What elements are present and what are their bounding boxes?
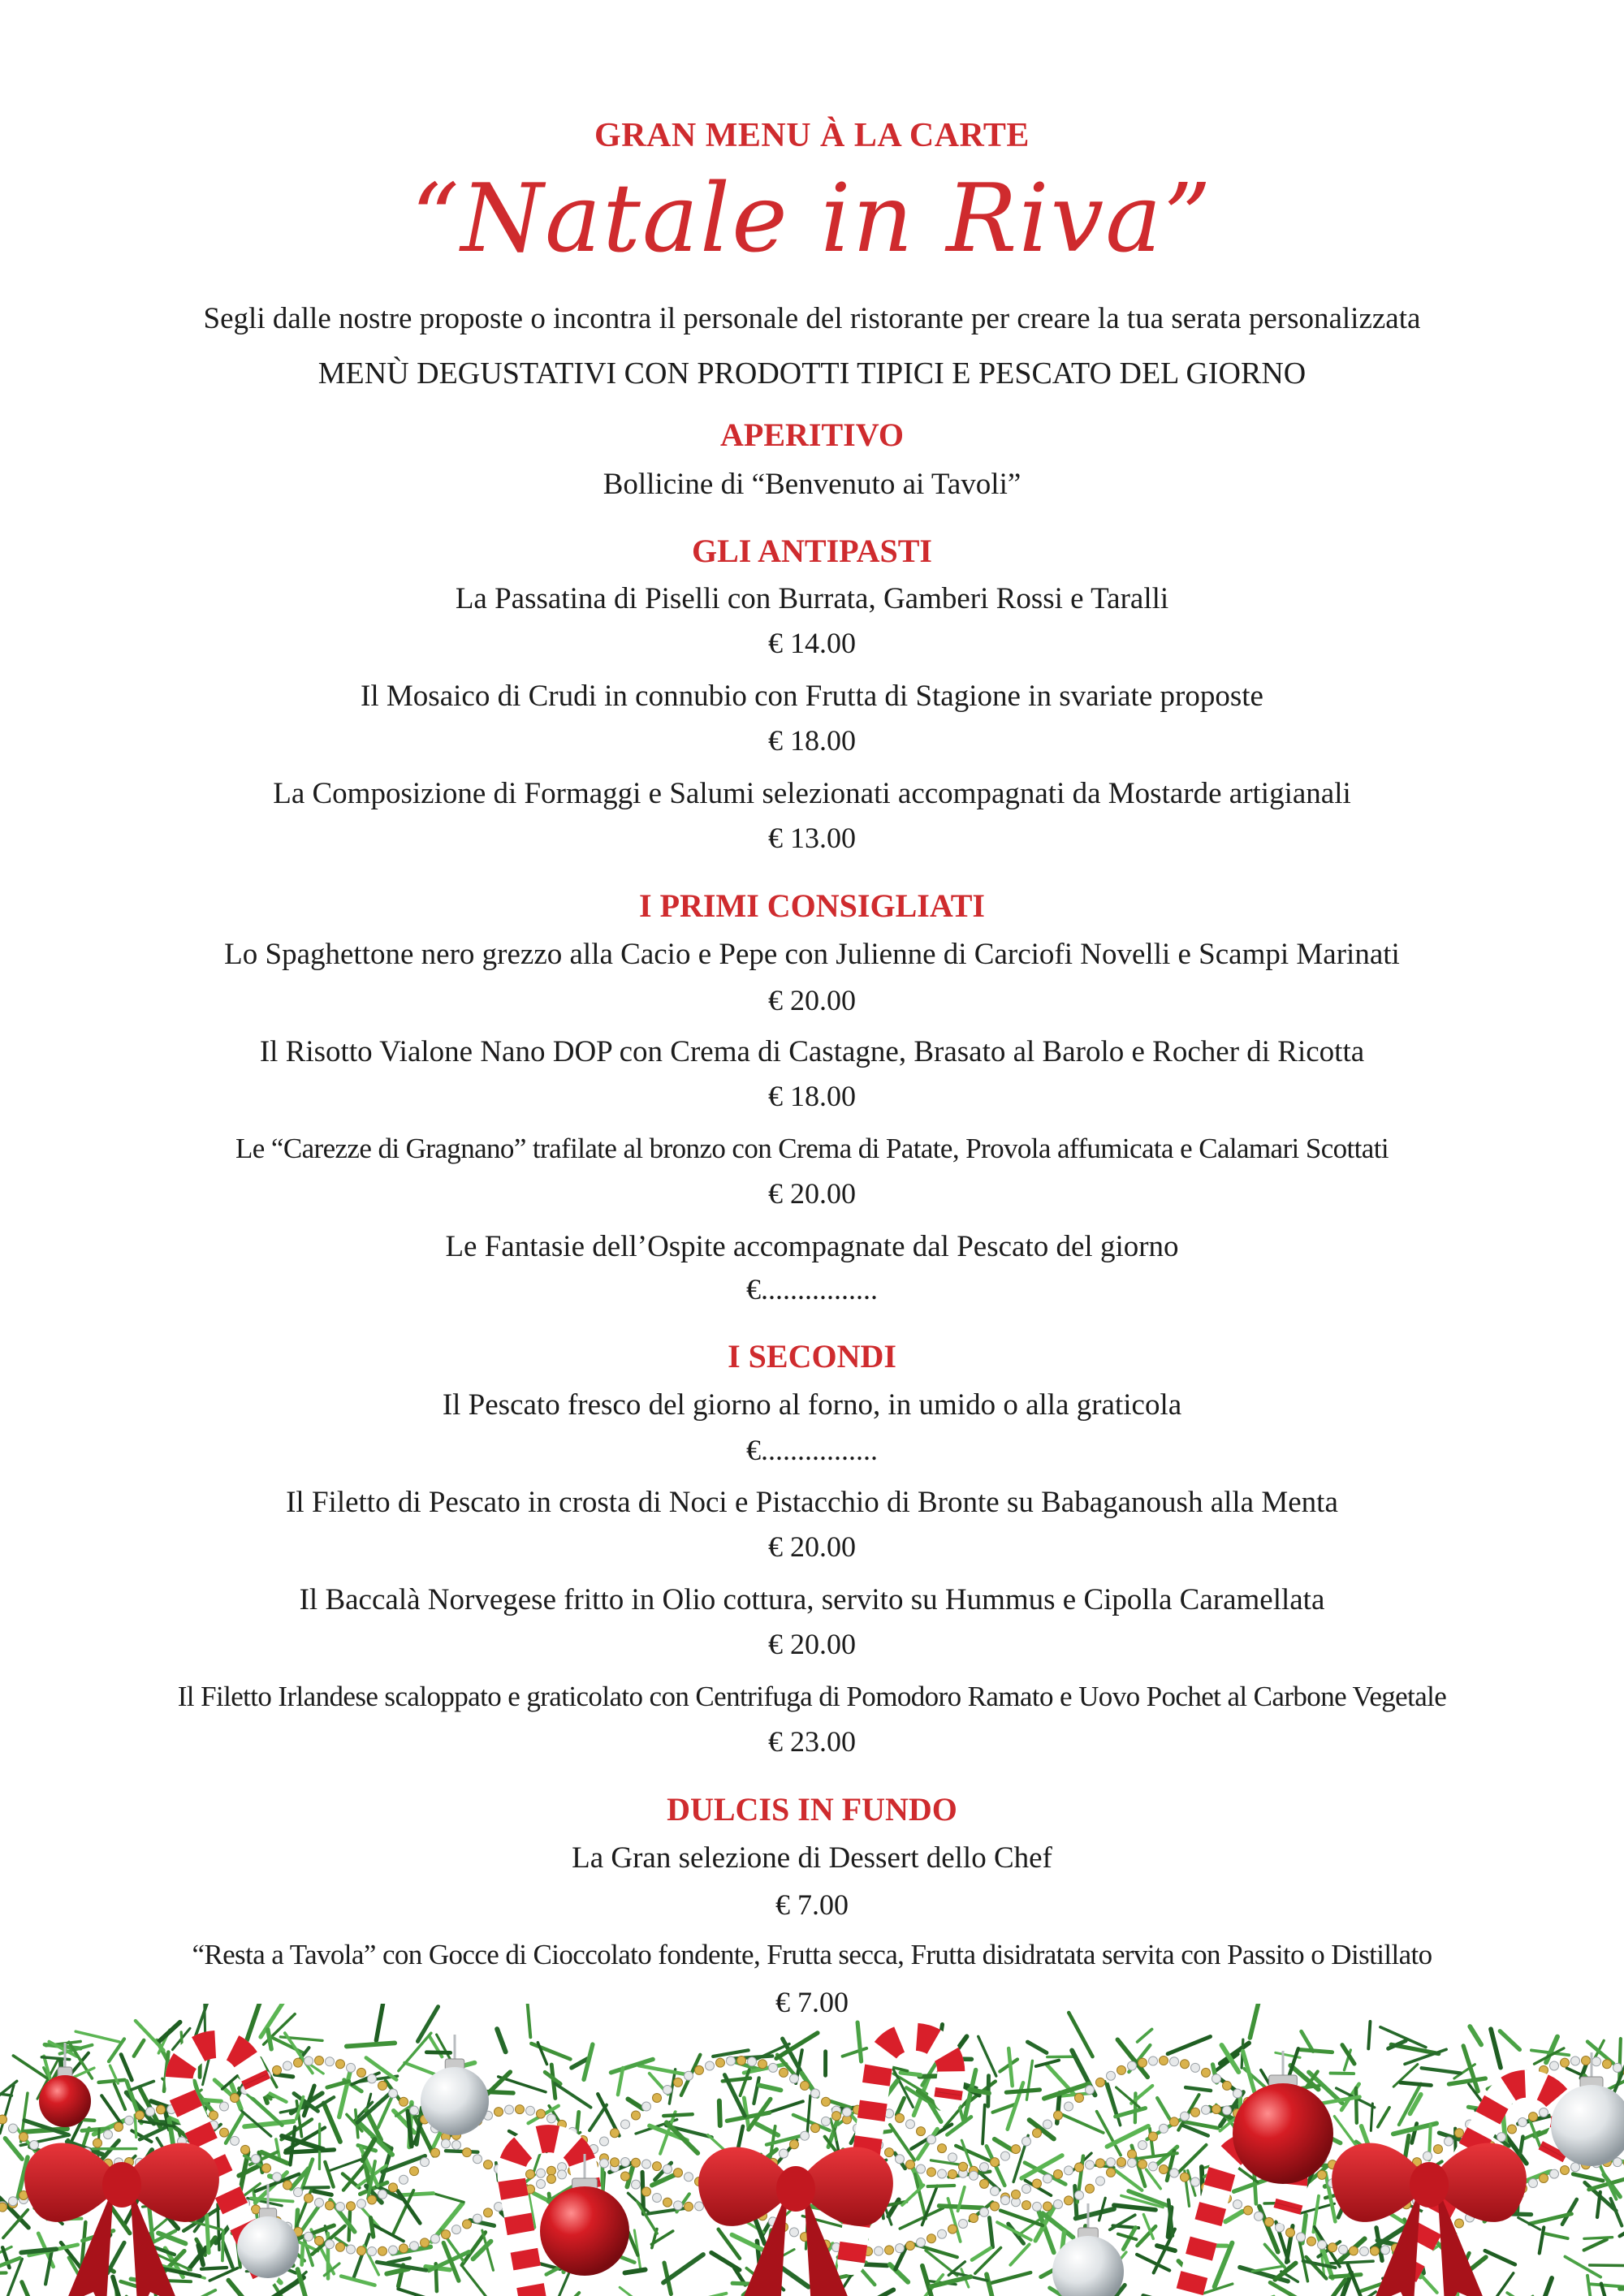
menu-item-name: Le Fantasie dell’Ospite accompagnate dal Pescato del giorno (445, 1230, 1179, 1263)
menu-item-name: Il Risotto Vialone Nano DOP con Crema di Castagne, Brasato al Barolo e Rocher di Ricotta (259, 1035, 1365, 1068)
menu-title: “Natale in Riva” (411, 164, 1213, 274)
menu-item-price: € 14.00 (768, 627, 856, 659)
menu-item-name: Le “Carezze di Gragnano” trafilate al bronzo con Crema di Patate, Provola affumicata e Calamari Scottati (235, 1133, 1389, 1164)
menu-item-price: € 7.00 (775, 1888, 849, 1921)
menu-item-name: Il Baccalà Norvegese fritto in Olio cottura, servito su Hummus e Cipolla Caramellata (299, 1583, 1325, 1616)
section-title-dulcis: DULCIS IN FUNDO (667, 1791, 957, 1828)
menu-item-price: €................ (746, 1273, 878, 1306)
menu-item-price: € 18.00 (768, 724, 856, 757)
menu-item-price: € 7.00 (775, 1986, 849, 2018)
christmas-garland-border (0, 2004, 1624, 2296)
menu-item-price: € 20.00 (768, 1628, 856, 1660)
menu-kicker: GRAN MENU À LA CARTE (594, 117, 1030, 154)
menu-intro: Segli dalle nostre proposte o incontra il personale del ristorante per creare la tua serata personalizzata (203, 302, 1421, 335)
section-title-antipasti: GLI ANTIPASTI (691, 533, 932, 569)
menu-item-name: Il Filetto Irlandese scaloppato e graticolato con Centrifuga di Pomodoro Ramato e Uovo Pochet al Carbone Vegetale (177, 1681, 1447, 1712)
menu-item-price: €................ (746, 1434, 878, 1466)
menu-item-price: € 23.00 (768, 1725, 856, 1758)
menu-item-price: € 13.00 (768, 822, 856, 854)
menu-item-name: La Gran selezione di Dessert dello Chef (572, 1841, 1052, 1875)
menu-item-name: Bollicine di “Benvenuto ai Tavoli” (603, 468, 1021, 501)
menu-item-name: La Composizione di Formaggi e Salumi selezionati accompagnati da Mostarde artigianali (273, 777, 1351, 810)
menu-item-name: Il Filetto di Pescato in crosta di Noci e Pistacchio di Bronte su Babaganoush alla Menta (286, 1486, 1338, 1519)
menu-item-name: Il Mosaico di Crudi in connubio con Frutta di Stagione in svariate proposte (361, 680, 1263, 713)
menu-item-name: La Passatina di Piselli con Burrata, Gamberi Rossi e Taralli (455, 582, 1169, 615)
menu-item-name: Lo Spaghettone nero grezzo alla Cacio e Pepe con Julienne di Carciofi Novelli e Scampi Marinati (224, 938, 1400, 971)
section-title-primi: I PRIMI CONSIGLIATI (639, 887, 985, 924)
section-title-secondi: I SECONDI (728, 1338, 896, 1375)
menu-item-price: € 20.00 (768, 984, 856, 1016)
menu-item-price: € 20.00 (768, 1177, 856, 1210)
menu-item-price: € 20.00 (768, 1530, 856, 1563)
menu-item-name: “Resta a Tavola” con Gocce di Cioccolato fondente, Frutta secca, Frutta disidratata servita con Passito o Distillato (192, 1939, 1432, 1970)
menu-subtitle: MENÙ DEGUSTATIVI CON PRODOTTI TIPICI E PESCATO DEL GIORNO (317, 356, 1307, 391)
menu-item-name: Il Pescato fresco del giorno al forno, in umido o alla graticola (442, 1388, 1182, 1422)
menu-item-price: € 18.00 (768, 1080, 856, 1112)
section-title-aperitivo: APERITIVO (720, 416, 904, 453)
